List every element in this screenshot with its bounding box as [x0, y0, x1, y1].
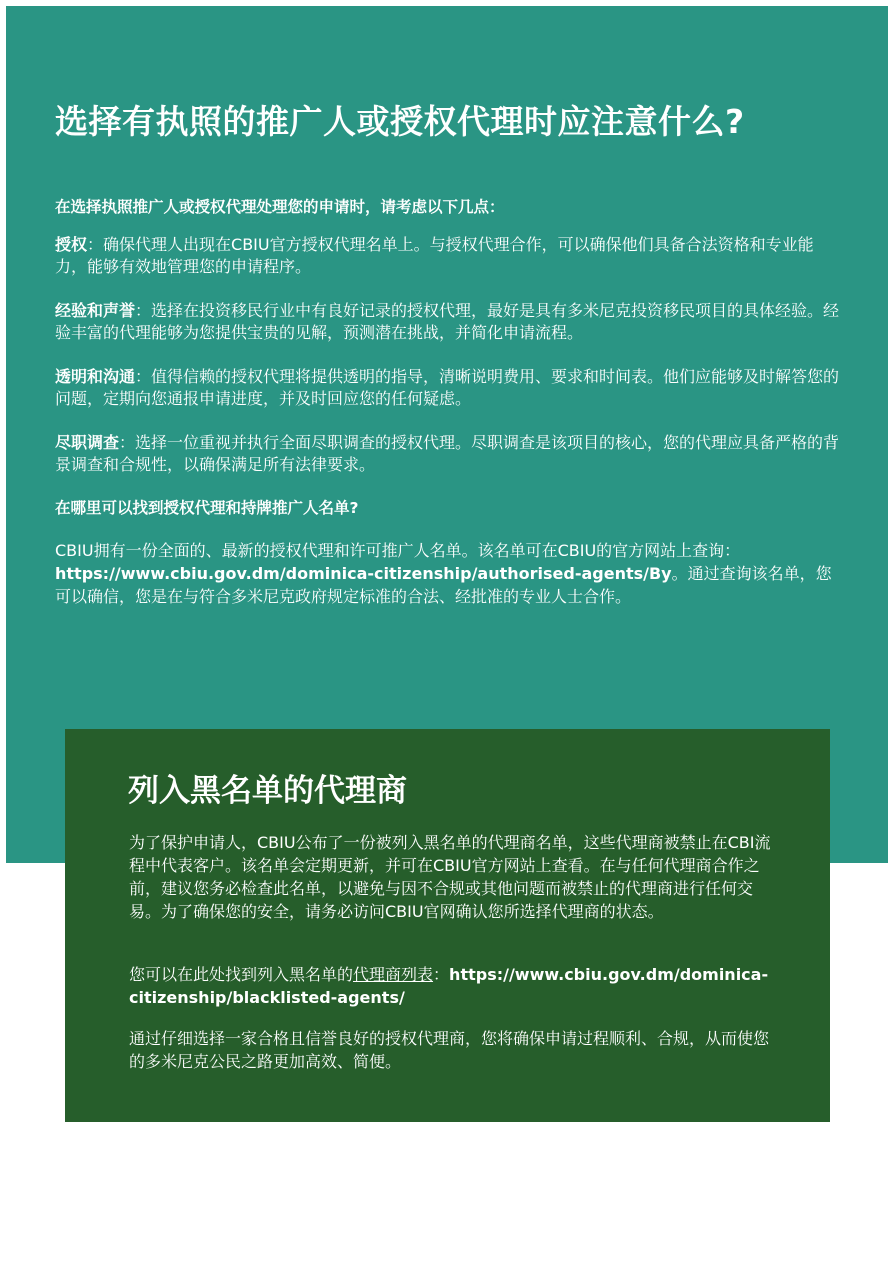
- point-text: 选择在投资移民行业中有良好记录的授权代理，最好是具有多米尼克投资移民项目的具体经验。经验丰富的代理能够为您提供宝贵的见解，预测潜在挑战，并简化申请流程。: [55, 301, 840, 342]
- point-term: 经验和声誉: [55, 301, 136, 320]
- point-transparency: [55, 366, 845, 410]
- where-text-start: CBIU拥有一份全面的、最新的授权代理和许可推广人名单。该名单可在CBIU的官方网站上查询：: [55, 541, 741, 560]
- where-heading: 在哪里可以找到授权代理和持牌推广人名单?: [55, 499, 359, 517]
- blacklist-panel: [65, 729, 830, 1122]
- blacklist-paragraph-2: [129, 963, 779, 1009]
- point-text: 确保代理人出现在CBIU官方授权代理名单上。与授权代理合作，可以确保他们具备合法资格和专业能力，能够有效地管理您的申请程序。: [55, 235, 814, 276]
- where-paragraph: [55, 539, 845, 608]
- where-text-end: 。通过查询该名单，您可以确信，您是在与符合多米尼克政府规定标准的合法、经批准的专业人士合作。: [55, 564, 832, 606]
- page-title: 选择有执照的推广人或授权代理时应注意什么?: [55, 102, 745, 141]
- point-term: 透明和沟通: [55, 367, 136, 386]
- authorised-agents-url[interactable]: https://www.cbiu.gov.dm/dominica-citizenship/authorised-agents/By: [55, 564, 672, 583]
- point-text: 选择一位重视并执行全面尽职调查的授权代理。尽职调查是该项目的核心，您的代理应具备严格的背景调查和合规性，以确保满足所有法律要求。: [55, 433, 840, 474]
- blacklist-paragraph-3: 通过仔细选择一家合格且信誉良好的授权代理商，您将确保申请过程顺利、合规，从而使您的多米尼克公民之路更加高效、简便。: [129, 1029, 770, 1071]
- blacklist-text-prefix: 您可以在此处找到列入黑名单的: [129, 965, 354, 984]
- point-due-diligence: [55, 432, 845, 476]
- point-text: 值得信赖的授权代理将提供透明的指导，清晰说明费用、要求和时间表。他们应能够及时解答您的问题，定期向您通报申请进度，并及时回应您的任何疑虑。: [55, 367, 840, 408]
- blacklist-separator: ：: [433, 965, 450, 984]
- point-term: 授权: [55, 235, 88, 254]
- point-separator: ：: [119, 433, 136, 452]
- point-experience: [55, 300, 845, 344]
- blacklist-paragraph-1: 为了保护申请人，CBIU公布了一份被列入黑名单的代理商名单，这些代理商被禁止在CBI流程中代表客户。该名单会定期更新，并可在CBIU官方网站上查看。在与任何代理商合作之前，建议您务必检查此名单，以避免与因不合规或其他问题而被禁止的代理商进行任何交易。为了确保您的安全，请务必访问CBIU官网确认您所选择代理商的状态。: [129, 833, 771, 921]
- blacklisted-agents-url[interactable]: https://www.cbiu.gov.dm/dominica-citizenship/blacklisted-agents/: [129, 965, 769, 1007]
- intro-text: 在选择执照推广人或授权代理处理您的申请时，请考虑以下几点：: [55, 198, 505, 216]
- point-term: 尽职调查: [55, 433, 120, 452]
- point-separator: ：: [87, 235, 104, 254]
- blacklist-title: 列入黑名单的代理商: [128, 773, 407, 809]
- point-separator: ：: [135, 301, 152, 320]
- point-authorization: [55, 234, 845, 278]
- blacklist-list-link[interactable]: 代理商列表: [353, 965, 434, 984]
- point-separator: ：: [135, 367, 152, 386]
